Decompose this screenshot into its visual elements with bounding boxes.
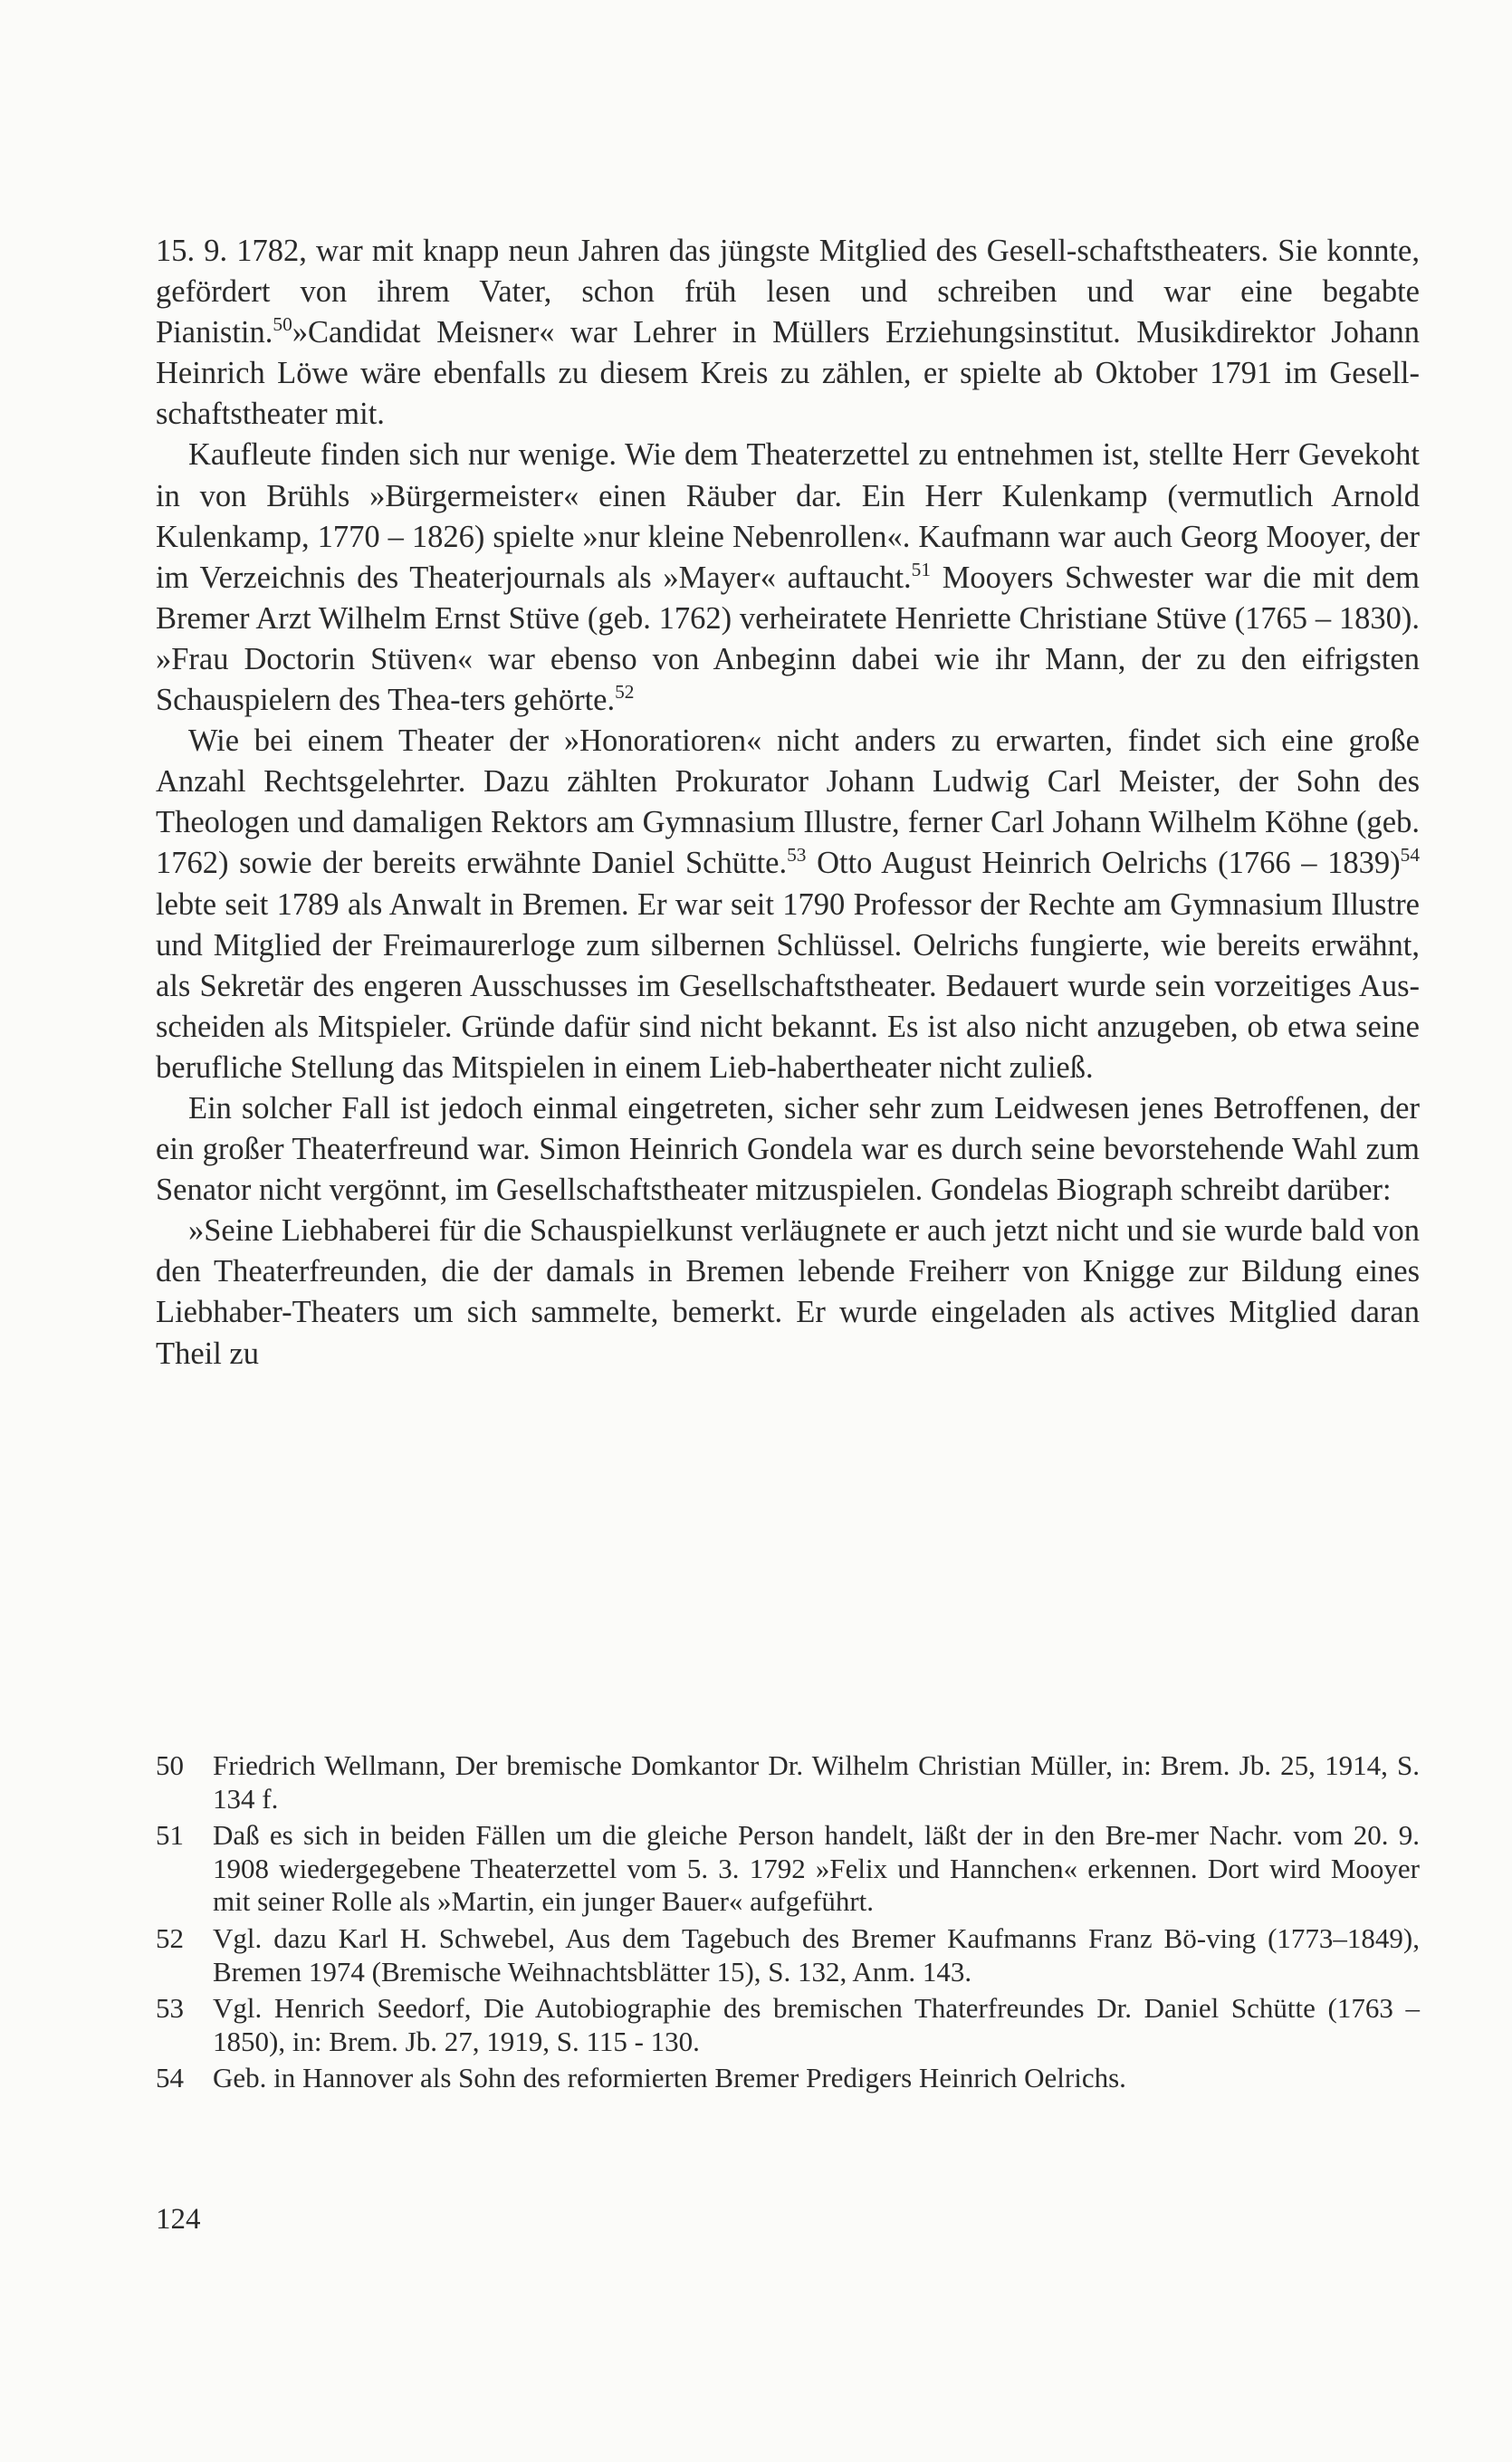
footnote-text: Friedrich Wellmann, Der bremische Domkantor Dr. Wilhelm Christian Müller, in: Brem. Jb. 25, 1914, S. 134 f. — [213, 1749, 1420, 1815]
footnote-number: 52 — [156, 1921, 184, 1954]
footnotes — [156, 1749, 1420, 2099]
footnote-text: Vgl. dazu Karl H. Schwebel, Aus dem Tagebuch des Bremer Kaufmanns Franz Bö-ving (1773–1849), Bremen 1974 (Bremische Weihnachtsblätter 15), S. 132, Anm. 143. — [213, 1921, 1420, 1988]
paragraph-text: Kaufleute finden sich nur wenige. Wie dem Theaterzettel zu entnehmen ist, stellte Herr Gevekoht in von Brühls »Bürgermeister« einen Räuber dar. Ein Herr Kulenkamp (vermutlich Arnold Kulenkamp, 1770 – 1826) spielte »nur kleine Nebenrollen«. Kaufmann war auch Georg Mooyer, der im Verzeichnis des Theaterjournals als »Mayer« auftaucht. — [156, 437, 1420, 595]
paragraph-text: Wie bei einem Theater der »Honoratioren« nicht anders zu erwarten, findet sich eine große Anzahl Rechtsgelehrter. Dazu zählten Prokurator Johann Ludwig Carl Meister, der Sohn des Theologen und damaligen Rektors am Gymnasium Illustre, ferner Carl Johann Wilhelm Köhne (geb. 1762) sowie der bereits erwähnte Daniel Schütte. — [156, 723, 1420, 881]
footnote-ref[interactable]: 53 — [787, 844, 807, 867]
footnote-ref[interactable]: 54 — [1400, 844, 1420, 867]
paragraph — [156, 231, 1420, 435]
paragraph: Ein solcher Fall ist jedoch einmal eingetreten, sicher sehr zum Leidwesen jenes Betroffenen, der ein großer Theaterfreund war. Simon Heinrich Gondela war es durch seine bevorstehende Wahl zum Senator nicht vergönnt, im Gesellschaftstheater mitzuspielen. Gondelas Biograph schreibt darüber: — [156, 1090, 1420, 1208]
paragraph-text: Mooyers Schwester war die mit dem Bremer Arzt Wilhelm Ernst Stüve (geb. 1762) verheiratete Henriette Christiane Stüve (1765 – 1830). »Frau Doctorin Stüven« war ebenso von Anbeginn dabei wie ihr Mann, der zu den eifrigsten Schauspielern des Thea-ters gehörte. — [156, 560, 1420, 718]
footnote-number: 50 — [156, 1749, 184, 1781]
paragraph-text: »Candidat Meisner« war Lehrer in Müllers Erziehungsinstitut. Musikdirektor Johann Heinrich Löwe wäre ebenfalls zu diesem Kreis zu zählen, er spielte ab Oktober 1791 im Gesell-schaftstheater mit. — [156, 315, 1420, 432]
paragraph — [156, 721, 1420, 1088]
footnote-ref[interactable]: 52 — [615, 681, 635, 704]
footnote — [156, 1992, 1420, 2058]
paragraph-text: Otto August Heinrich Oelrichs (1766 – 1839) — [806, 846, 1401, 881]
footnote-ref[interactable]: 51 — [911, 558, 932, 580]
paragraph-text: lebte seit 1789 als Anwalt in Bremen. Er war seit 1790 Professor der Rechte am Gymnasium Illustre und Mitglied der Freimaurerloge zum silbernen Schlüssel. Oelrichs fungierte, wie bereits erwähnt, als Sekretär des engeren Ausschusses im Gesellschaftstheater. Bedauert wurde sein vorzeitiges Aus-scheiden als Mitspieler. Gründe dafür sind nicht bekannt. Es ist also nicht anzugeben, ob etwa seine berufliche Stellung das Mitspielen in einem Lieb-habertheater nicht zuließ. — [156, 886, 1420, 1085]
footnote-number: 53 — [156, 1992, 184, 2025]
footnote — [156, 1819, 1420, 1919]
footnote-ref[interactable]: 50 — [273, 313, 292, 336]
footnote — [156, 2062, 1420, 2095]
footnote — [156, 1749, 1420, 1815]
paragraph-text: 15. 9. 1782, war mit knapp neun Jahren das jüngste Mitglied des Gesell-schaftstheaters. Sie konnte, gefördert von ihrem Vater, schon früh lesen und schreiben und war eine begabte Pianistin. — [156, 234, 1420, 350]
paragraph — [156, 435, 1420, 721]
footnote-text: Daß es sich in beiden Fällen um die gleiche Person handelt, läßt der in den Bre-mer Nachr. vom 20. 9. 1908 wiedergegebene Theaterzettel vom 5. 3. 1792 »Felix und Hannchen« erkennen. Dort wird Mooyer mit seiner Rolle als »Martin, ein junger Bauer« aufgeführt. — [213, 1819, 1420, 1918]
quote-paragraph: »Seine Liebhaberei für die Schauspielkunst verläugnete er auch jetzt nicht und sie wurde bald von den Theaterfreunden, die der damals in Bremen lebende Freiherr von Knigge zur Bildung eines Liebhaber-Theaters um sich sammelte, bemerkt. Er wurde eingeladen als actives Mitglied daran Theil zu — [156, 1213, 1420, 1371]
page-number: 124 — [156, 2203, 201, 2236]
footnote-text: Geb. in Hannover als Sohn des reformierten Bremer Predigers Heinrich Oelrichs. — [213, 2062, 1126, 2094]
footnote-number: 54 — [156, 2062, 184, 2094]
main-text — [156, 231, 1420, 1375]
footnote-text: Vgl. Henrich Seedorf, Die Autobiographie des bremischen Thaterfreundes Dr. Daniel Schütte (1763 – 1850), in: Brem. Jb. 27, 1919, S. 115 - 130. — [213, 1992, 1420, 2057]
footnote — [156, 1922, 1420, 1988]
footnote-number: 51 — [156, 1819, 184, 1852]
